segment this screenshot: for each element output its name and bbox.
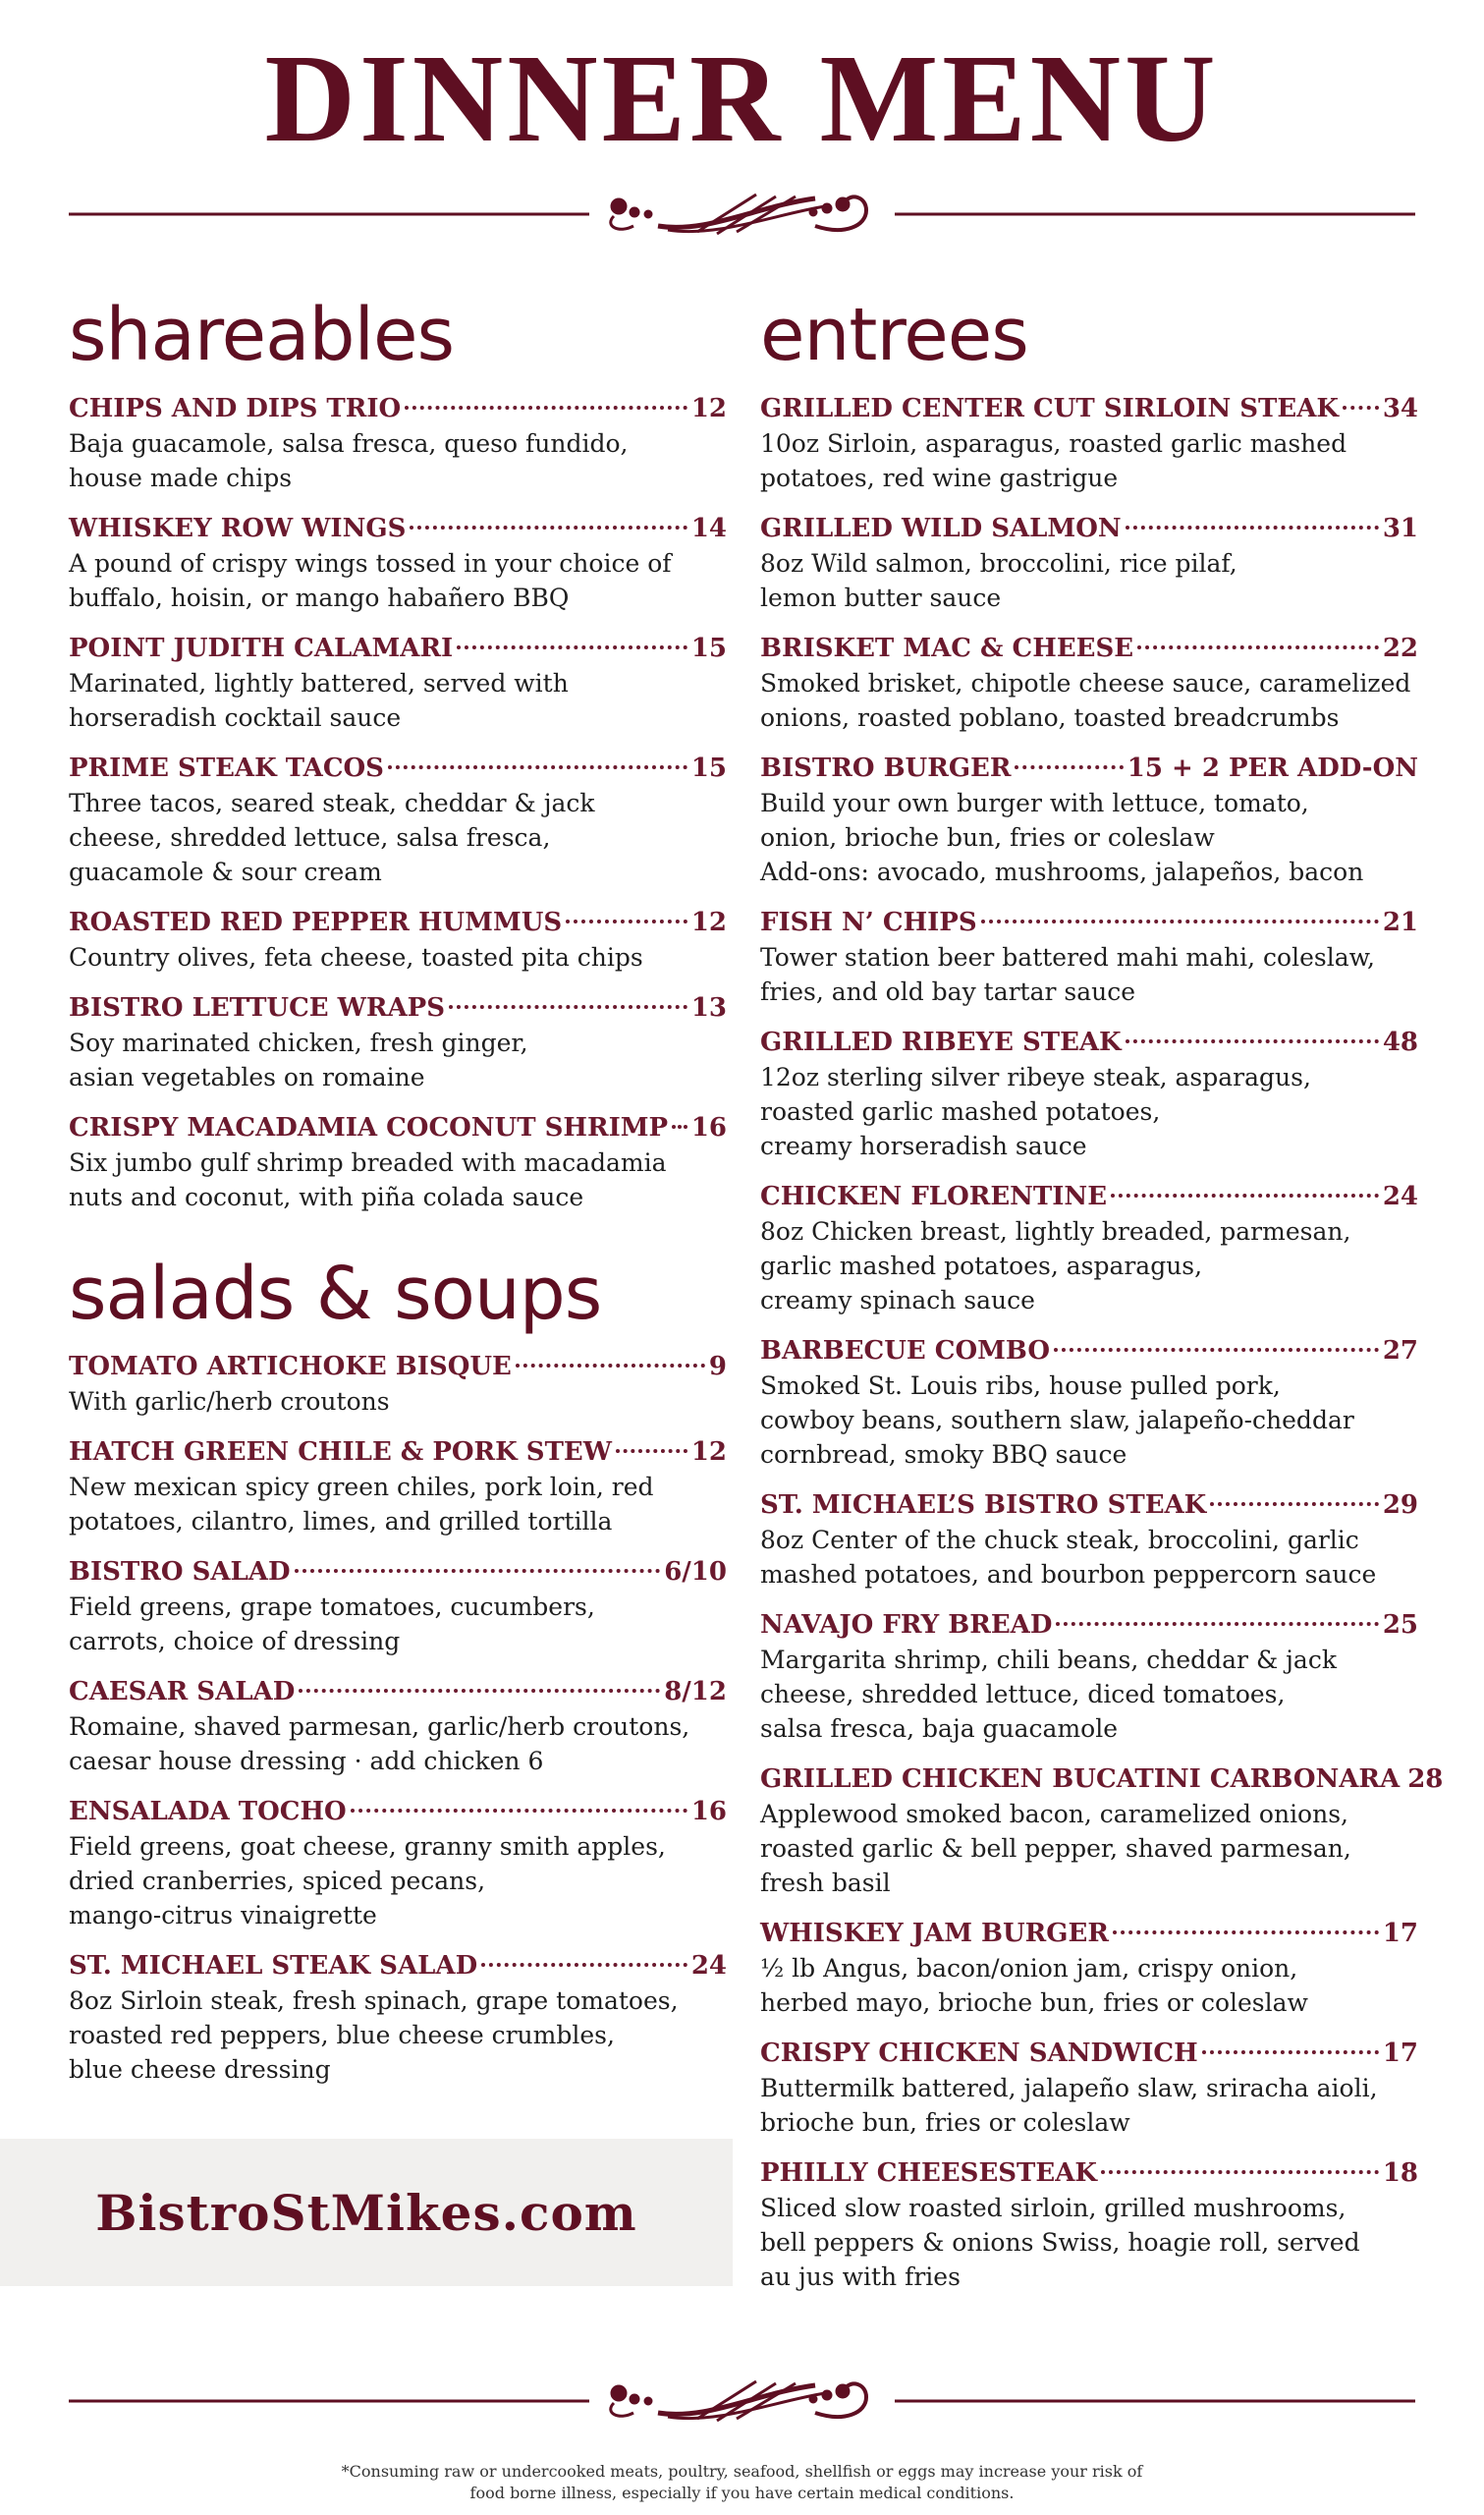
menu-item-description: ½ lb Angus, bacon/onion jam, crispy onion, xyxy=(760,1954,1298,1983)
menu-item xyxy=(760,1025,1418,1163)
dot-leader xyxy=(1101,2170,1379,2174)
menu-item xyxy=(69,511,727,615)
dot-leader xyxy=(410,526,687,530)
menu-item xyxy=(760,1607,1418,1746)
menu-item-row xyxy=(760,631,1418,666)
menu-item-price: 8/12 xyxy=(664,1677,727,1706)
menu-item xyxy=(760,751,1418,889)
menu-item-row xyxy=(69,511,727,546)
disclaimer-line: food borne illness, especially if you have certain medical conditions. xyxy=(469,2484,1015,2502)
menu-item xyxy=(760,1916,1418,2020)
menu-item-price: 25 xyxy=(1382,1610,1418,1640)
menu-item-row xyxy=(760,1333,1418,1369)
menu-item-row xyxy=(760,1025,1418,1060)
menu-item-name: CRISPY MACADAMIA COCONUT SHRIMP xyxy=(69,1113,669,1143)
menu-item-description: fresh basil xyxy=(760,1869,891,1897)
menu-item-description: nuts and coconut, with piña colada sauce xyxy=(69,1183,584,1211)
menu-item-price: 14 xyxy=(690,514,727,543)
menu-item xyxy=(69,1434,727,1538)
menu-item-description: cheese, shredded lettuce, diced tomatoes, xyxy=(760,1680,1286,1708)
menu-item xyxy=(69,751,727,889)
menu-item-price: 12 xyxy=(690,394,727,423)
menu-item-row xyxy=(760,1761,1444,1797)
menu-item-description: New mexican spicy green chiles, pork loin, red xyxy=(69,1473,654,1501)
dot-leader xyxy=(1137,645,1379,649)
menu-item-description: herbed mayo, brioche bun, fries or coleslaw xyxy=(760,1988,1308,2017)
menu-item-description: Sliced slow roasted sirloin, grilled mushrooms, xyxy=(760,2194,1347,2222)
entrees-heading: entrees xyxy=(760,293,1028,377)
menu-item-description: carrots, choice of dressing xyxy=(69,1627,401,1655)
menu-item-description: guacamole & sour cream xyxy=(69,858,382,886)
menu-item-name: FISH N’ CHIPS xyxy=(760,908,977,937)
menu-item-price: 15 xyxy=(690,754,727,783)
entrees-list xyxy=(760,391,1444,2294)
menu-item-row xyxy=(760,751,1418,786)
menu-item-name: ST. MICHAEL’S BISTRO STEAK xyxy=(760,1490,1207,1520)
menu-item-price: 17 xyxy=(1382,1919,1418,1948)
menu-item-price: 22 xyxy=(1382,634,1418,663)
menu-item-name: GRILLED RIBEYE STEAK xyxy=(760,1028,1122,1057)
menu-item-row xyxy=(69,751,727,786)
menu-item-price: 12 xyxy=(690,1437,727,1467)
menu-item xyxy=(69,1554,727,1658)
dot-leader xyxy=(388,765,687,769)
menu-item-name: GRILLED CHICKEN BUCATINI CARBONARA xyxy=(760,1764,1401,1794)
bottom-ornament-divider xyxy=(69,2368,1415,2427)
menu-item-row xyxy=(69,1554,727,1590)
menu-item-row xyxy=(69,1674,727,1709)
menu-item-description: A pound of crispy wings tossed in your choice of xyxy=(69,549,672,578)
dot-leader xyxy=(1343,406,1379,410)
menu-item-row xyxy=(69,1110,727,1146)
menu-item-description: house made chips xyxy=(69,464,293,492)
menu-item-description: horseradish cocktail sauce xyxy=(69,703,402,732)
menu-item xyxy=(69,391,727,495)
menu-item-description: roasted garlic mashed potatoes, xyxy=(760,1097,1161,1126)
menu-item-description: Country olives, feta cheese, toasted pita chips xyxy=(69,943,643,972)
menu-item-description: mango-citrus vinaigrette xyxy=(69,1901,377,1929)
menu-item-name: TOMATO ARTICHOKE BISQUE xyxy=(69,1352,512,1381)
menu-item xyxy=(760,2036,1418,2140)
dot-leader xyxy=(566,920,687,923)
menu-item-row xyxy=(69,1349,727,1384)
menu-item-name: GRILLED CENTER CUT SIRLOIN STEAK xyxy=(760,394,1339,423)
menu-item-description: au jus with fries xyxy=(760,2263,961,2291)
menu-item-description: Tower station beer battered mahi mahi, coleslaw, xyxy=(760,943,1375,972)
menu-item-row xyxy=(69,1434,727,1470)
menu-item-description: Field greens, grape tomatoes, cucumbers, xyxy=(69,1593,595,1621)
menu-item-description: cornbread, smoky BBQ sauce xyxy=(760,1440,1127,1469)
menu-item-description: onion, brioche bun, fries or coleslaw xyxy=(760,823,1215,852)
menu-item-description: buffalo, hoisin, or mango habañero BBQ xyxy=(69,584,570,612)
menu-item-description: caesar house dressing · add chicken 6 xyxy=(69,1747,544,1775)
menu-item-name: POINT JUDITH CALAMARI xyxy=(69,634,454,663)
menu-item-description: garlic mashed potatoes, asparagus, xyxy=(760,1252,1203,1280)
menu-item xyxy=(760,1333,1418,1472)
menu-item-price: 17 xyxy=(1382,2039,1418,2068)
dot-leader xyxy=(1210,1502,1379,1506)
menu-item-description: Romaine, shaved parmesan, garlic/herb croutons, xyxy=(69,1712,690,1741)
menu-item-price: 12 xyxy=(690,908,727,937)
menu-item xyxy=(69,990,727,1094)
menu-item-description: Applewood smoked bacon, caramelized onions, xyxy=(760,1800,1348,1828)
menu-item-price: 24 xyxy=(690,1951,727,1981)
menu-item-description: asian vegetables on romaine xyxy=(69,1063,425,1091)
disclaimer xyxy=(0,2461,1484,2504)
menu-item-name: BISTRO LETTUCE WRAPS xyxy=(69,993,445,1023)
menu-item-name: BISTRO BURGER xyxy=(760,754,1012,783)
menu-item-row xyxy=(69,391,727,426)
dot-leader xyxy=(516,1364,705,1368)
menu-item-description: Baja guacamole, salsa fresca, queso fundido, xyxy=(69,429,629,458)
menu-item-name: GRILLED WILD SALMON xyxy=(760,514,1122,543)
menu-item xyxy=(760,631,1418,735)
menu-item-price: 24 xyxy=(1382,1182,1418,1211)
menu-item-price: 27 xyxy=(1382,1336,1418,1366)
menu-item-row xyxy=(760,391,1418,426)
menu-item-name: WHISKEY ROW WINGS xyxy=(69,514,407,543)
menu-item xyxy=(69,905,727,975)
dot-leader xyxy=(1015,765,1123,769)
menu-item-row xyxy=(760,1916,1418,1951)
menu-item-name: BISTRO SALAD xyxy=(69,1557,291,1587)
menu-item-name: BRISKET MAC & CHEESE xyxy=(760,634,1134,663)
website-band xyxy=(0,2139,733,2286)
dot-leader xyxy=(457,645,687,649)
menu-item-description: Soy marinated chicken, fresh ginger, xyxy=(69,1029,528,1057)
menu-item-description: blue cheese dressing xyxy=(69,2055,331,2084)
menu-item-price: 18 xyxy=(1382,2158,1418,2188)
dot-leader xyxy=(405,406,687,410)
menu-item-price: 13 xyxy=(690,993,727,1023)
menu-item-name: ENSALADA TOCHO xyxy=(69,1797,347,1826)
top-ornament-divider xyxy=(69,187,1415,246)
dot-leader xyxy=(449,1005,687,1009)
menu-item-description: Field greens, goat cheese, granny smith apples, xyxy=(69,1832,666,1861)
menu-item-price: 29 xyxy=(1382,1490,1418,1520)
menu-item-name: CAESAR SALAD xyxy=(69,1677,296,1706)
menu-item-description: Smoked brisket, chipotle cheese sauce, caramelized xyxy=(760,669,1411,698)
dot-leader xyxy=(1111,1194,1379,1198)
salads-soups-list xyxy=(69,1349,727,2087)
shareables-list xyxy=(69,391,727,1214)
menu-item xyxy=(760,1179,1418,1317)
menu-item xyxy=(760,2155,1418,2294)
menu-item-name: CHIPS AND DIPS TRIO xyxy=(69,394,402,423)
menu-item-row xyxy=(760,2036,1418,2071)
menu-item-description: Smoked St. Louis ribs, house pulled pork, xyxy=(760,1371,1281,1400)
dot-leader xyxy=(295,1569,661,1573)
menu-item xyxy=(69,631,727,735)
menu-item-description: creamy horseradish sauce xyxy=(760,1132,1087,1160)
dot-leader xyxy=(1113,1930,1379,1934)
menu-item-description: roasted garlic & bell pepper, shaved parmesan, xyxy=(760,1834,1351,1863)
menu-item-row xyxy=(69,631,727,666)
menu-item-description: 10oz Sirloin, asparagus, roasted garlic mashed xyxy=(760,429,1347,458)
menu-item xyxy=(760,1487,1418,1592)
dot-leader xyxy=(672,1125,687,1129)
menu-item-price: 21 xyxy=(1382,908,1418,937)
dot-leader xyxy=(616,1449,687,1453)
menu-item-price: 16 xyxy=(690,1797,727,1826)
dot-leader xyxy=(981,920,1379,923)
menu-item-name: ROASTED RED PEPPER HUMMUS xyxy=(69,908,563,937)
menu-item-price: 48 xyxy=(1382,1028,1418,1057)
menu-item-price: 15 + 2 PER ADD-ON xyxy=(1127,754,1418,783)
menu-title: DINNER MENU xyxy=(264,28,1220,168)
menu-item-description: creamy spinach sauce xyxy=(760,1286,1035,1314)
menu-item xyxy=(760,905,1418,1009)
menu-item xyxy=(760,391,1418,495)
menu-item xyxy=(69,1794,727,1932)
menu-item-price: 34 xyxy=(1382,394,1418,423)
menu-item-row xyxy=(69,990,727,1026)
menu-item-name: BARBECUE COMBO xyxy=(760,1336,1051,1366)
menu-item-description: brioche bun, fries or coleslaw xyxy=(760,2108,1130,2137)
dot-leader xyxy=(1054,1348,1379,1352)
menu-item-name: NAVAJO FRY BREAD xyxy=(760,1610,1053,1640)
dot-leader xyxy=(299,1689,660,1693)
menu-item-row xyxy=(760,1487,1418,1523)
menu-item-price: 9 xyxy=(708,1352,727,1381)
menu-item-price: 15 xyxy=(690,634,727,663)
menu-item-description: potatoes, red wine gastrigue xyxy=(760,464,1119,492)
dot-leader xyxy=(481,1963,687,1967)
menu-item-description: salsa fresca, baja guacamole xyxy=(760,1714,1119,1743)
menu-item-row xyxy=(760,511,1418,546)
dot-leader xyxy=(1126,1039,1379,1043)
menu-item-name: CRISPY CHICKEN SANDWICH xyxy=(760,2039,1198,2068)
menu-item-description: lemon butter sauce xyxy=(760,584,1002,612)
shareables-heading: shareables xyxy=(69,293,455,377)
menu-item-description: With garlic/herb croutons xyxy=(69,1387,390,1416)
menu-item-description: cowboy beans, southern slaw, jalapeño-cheddar xyxy=(760,1406,1354,1434)
menu-item-description: roasted red peppers, blue cheese crumbles, xyxy=(69,2021,615,2049)
menu-item-description: Marinated, lightly battered, served with xyxy=(69,669,569,698)
menu-item-row xyxy=(760,2155,1418,2191)
menu-item-description: 12oz sterling silver ribeye steak, asparagus, xyxy=(760,1063,1311,1091)
menu-item-description: dried cranberries, spiced pecans, xyxy=(69,1867,486,1895)
menu-item-description: fries, and old bay tartar sauce xyxy=(760,978,1136,1006)
dot-leader xyxy=(1056,1622,1378,1626)
website-link[interactable]: BistroStMikes.com xyxy=(95,2183,637,2242)
menu-item-description: cheese, shredded lettuce, salsa fresca, xyxy=(69,823,551,852)
menu-item-price: 6/10 xyxy=(664,1557,727,1587)
menu-item xyxy=(760,511,1418,615)
menu-item xyxy=(69,1948,727,2087)
menu-item-description: Margarita shrimp, chili beans, cheddar & jack xyxy=(760,1646,1337,1674)
menu-item-description: Six jumbo gulf shrimp breaded with macadamia xyxy=(69,1148,667,1177)
menu-item-name: PHILLY CHEESESTEAK xyxy=(760,2158,1097,2188)
menu-item-name: HATCH GREEN CHILE & PORK STEW xyxy=(69,1437,612,1467)
menu-item xyxy=(69,1349,727,1419)
menu-item-price: 31 xyxy=(1382,514,1418,543)
menu-item-row xyxy=(760,1179,1418,1214)
salads-soups-heading: salads & soups xyxy=(69,1252,602,1336)
menu-item-row xyxy=(760,1607,1418,1643)
menu-item xyxy=(69,1674,727,1778)
menu-item-name: PRIME STEAK TACOS xyxy=(69,754,384,783)
menu-item-description: potatoes, cilantro, limes, and grilled tortilla xyxy=(69,1507,613,1536)
menu-item-name: CHICKEN FLORENTINE xyxy=(760,1182,1108,1211)
disclaimer-line: *Consuming raw or undercooked meats, poultry, seafood, shellfish or eggs may increase your risk of xyxy=(341,2462,1143,2481)
menu-item-description: mashed potatoes, and bourbon peppercorn sauce xyxy=(760,1560,1377,1589)
menu-item-description: Buttermilk battered, jalapeño slaw, sriracha aioli, xyxy=(760,2074,1378,2102)
menu-item-description: bell peppers & onions Swiss, hoagie roll, served xyxy=(760,2228,1360,2257)
menu-item-name: WHISKEY JAM BURGER xyxy=(760,1919,1109,1948)
menu-item-description: 8oz Sirloin steak, fresh spinach, grape tomatoes, xyxy=(69,1986,679,2015)
menu-item-row xyxy=(69,905,727,940)
menu-item-description: 8oz Center of the chuck steak, broccolini, garlic xyxy=(760,1526,1359,1554)
dot-leader xyxy=(351,1809,687,1813)
menu-item-price: 16 xyxy=(690,1113,727,1143)
dot-leader xyxy=(1126,526,1379,530)
menu-item xyxy=(760,1761,1444,1900)
menu-item-description: 8oz Chicken breast, lightly breaded, parmesan, xyxy=(760,1217,1351,1246)
menu-item-row xyxy=(760,905,1418,940)
menu-item-row xyxy=(69,1948,727,1984)
menu-item-row xyxy=(69,1794,727,1829)
dot-leader xyxy=(1202,2050,1379,2054)
menu-item-description: Three tacos, seared steak, cheddar & jack xyxy=(69,789,595,817)
menu-item-price: 28 xyxy=(1407,1764,1444,1794)
menu-item xyxy=(69,1110,727,1214)
menu-item-description: Add-ons: avocado, mushrooms, jalapeños, bacon xyxy=(760,858,1364,886)
menu-item-description: onions, roasted poblano, toasted breadcrumbs xyxy=(760,703,1340,732)
menu-item-name: ST. MICHAEL STEAK SALAD xyxy=(69,1951,478,1981)
menu-item-description: 8oz Wild salmon, broccolini, rice pilaf, xyxy=(760,549,1237,578)
menu-item-description: Build your own burger with lettuce, tomato, xyxy=(760,789,1309,817)
